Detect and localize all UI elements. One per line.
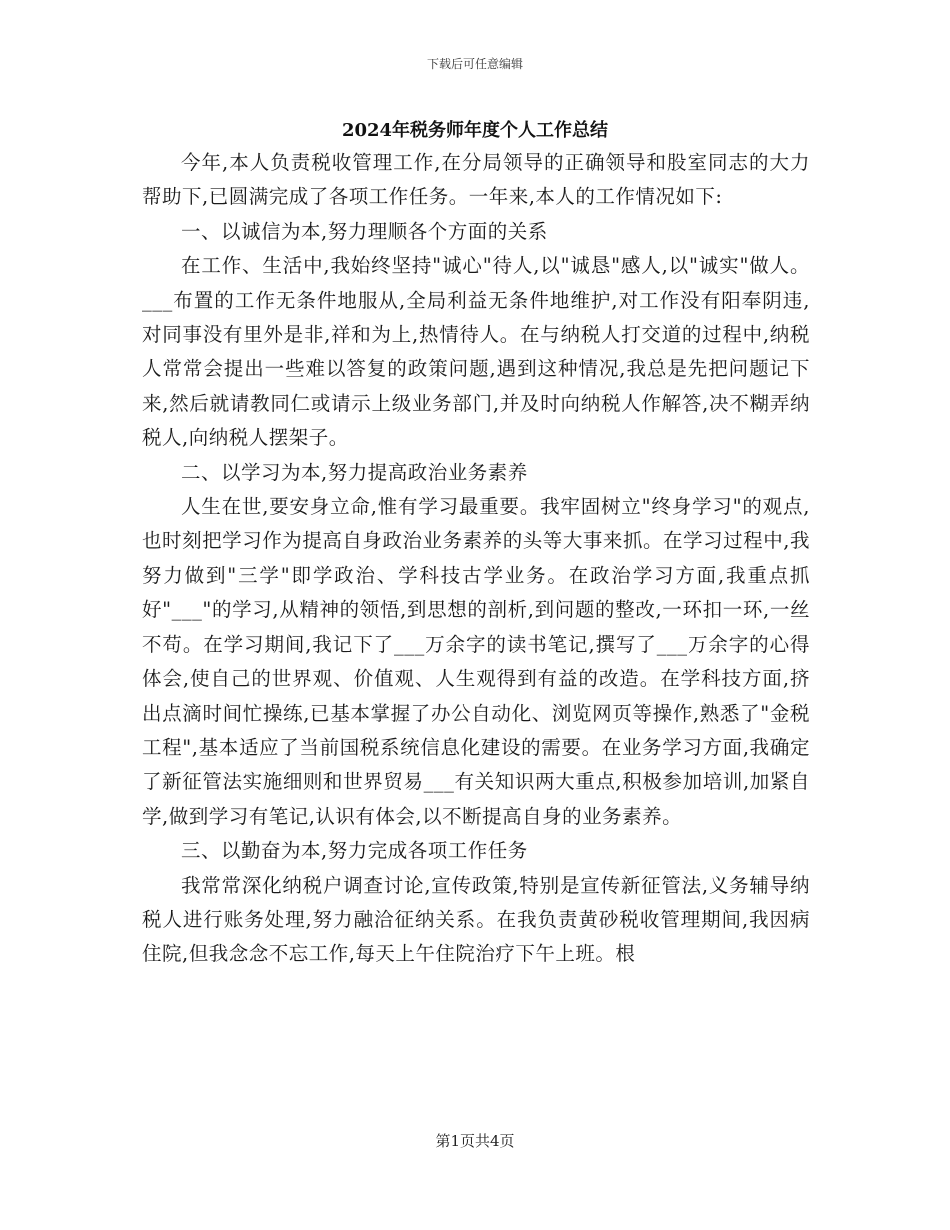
paragraph-section-2: 人生在世,要安身立命,惟有学习最重要。我牢固树立"终身学习"的观点,也时刻把学习作为提高自身政治业务素养的头等大事来抓。在学习过程中,我努力做到"三学"即学政治、学科技古学业务。在政治学习方面,我重点抓好"___"的学习,从精神的领悟,到思想的剖析,到问题的整改,一环扣一环,一丝不苟。在学习期间,我记下了___万余字的读书笔记,撰写了___万余字的心得体会,使自己的世界观、价值观、人生观得到有益的改造。在学科技方面,挤出点滴时间忙操练,已基本掌握了办公自动化、浏览网页等操作,熟悉了"金税工程",基本适应了当前国税系统信息化建设的需要。在业务学习方面,我确定了新征管法实施细则和世界贸易___有关知识两大重点,积极参加培训,加紧自学,做到学习有笔记,认识有体会,以不断提高自身的业务素养。	[142, 495, 810, 828]
header-note: 下载后可任意编辑	[426, 57, 523, 71]
section-heading-2: 二、以学习为本,努力提高政治业务素养	[181, 460, 528, 484]
paragraph-intro: 今年,本人负责税收管理工作,在分局领导的正确领导和股室同志的大力帮助下,已圆满完成了各项工作任务。一年来,本人的工作情况如下:	[142, 151, 810, 209]
document-body	[142, 146, 810, 972]
page-number: 第1页共4页	[435, 1132, 515, 1150]
section-heading-1: 一、以诚信为本,努力理顺各个方面的关系	[181, 219, 548, 243]
paragraph-section-3: 我常常深化纳税户调查讨论,宣传政策,特别是宣传新征管法,义务辅导纳税人进行账务处理,努力融洽征纳关系。在我负责黄砂税收管理期间,我因病住院,但我念念不忘工作,每天上午住院治疗下午上班。根	[142, 873, 810, 966]
paragraph-section-1: 在工作、生活中,我始终坚持"诚心"待人,以"诚恳"感人,以"诚实"做人。___布置的工作无条件地服从,全局利益无条件地维护,对工作没有阳奉阴违,对同事没有里外是非,祥和为上,热情待人。在与纳税人打交道的过程中,纳税人常常会提出一些难以答复的政策问题,遇到这种情况,我总是先把问题记下来,然后就请教同仁或请示上级业务部门,并及时向纳税人作解答,决不糊弄纳税人,向纳税人摆架子。	[142, 254, 810, 450]
section-heading-3: 三、以勤奋为本,努力完成各项工作任务	[181, 839, 528, 863]
document-title: 2024年税务师年度个人工作总结	[341, 120, 609, 141]
